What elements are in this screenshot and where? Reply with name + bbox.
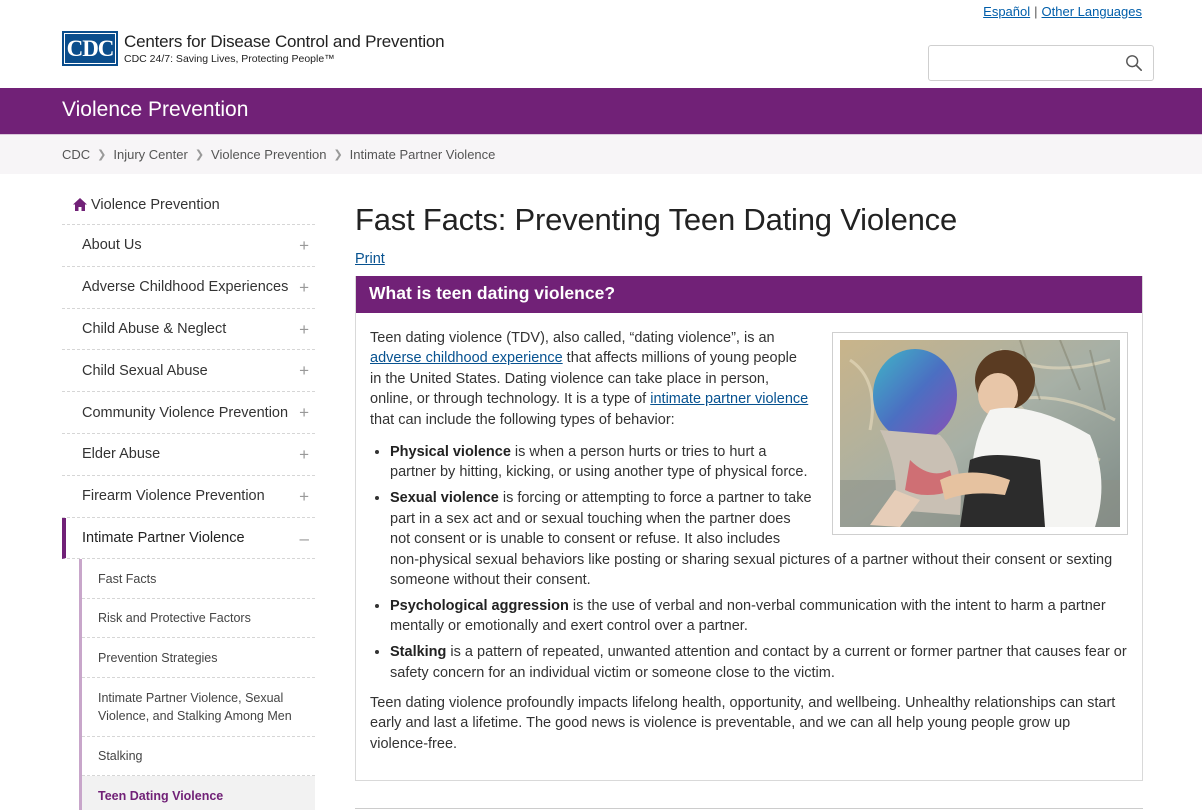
other-languages-link[interactable]: Other Languages bbox=[1041, 4, 1142, 19]
sidebar-item-child-abuse-neglect[interactable] bbox=[62, 309, 315, 351]
cdc-logo[interactable] bbox=[62, 31, 444, 66]
sidebar-subitem-fast-facts[interactable]: Fast Facts bbox=[82, 559, 315, 599]
intro-text-1: Teen dating violence (TDV), also called, “dating violence”, is an bbox=[370, 330, 775, 346]
search-box bbox=[928, 45, 1154, 81]
info-card bbox=[355, 276, 1143, 781]
intro-text-2: that affects millions of young people in the United States. Dating violence can take place in person, online, or through technology. It is a type of bbox=[370, 350, 797, 408]
sidebar-item-elder-abuse[interactable] bbox=[62, 434, 315, 476]
breadcrumb bbox=[0, 134, 1202, 174]
adverse-childhood-experience-link[interactable]: adverse childhood experience bbox=[370, 350, 563, 367]
sidebar-nav bbox=[62, 185, 315, 810]
list-item-term: Physical violence bbox=[390, 444, 511, 461]
card-body bbox=[356, 313, 1142, 780]
section-divider bbox=[355, 808, 1143, 809]
sidebar-item-label: Elder Abuse bbox=[82, 446, 161, 463]
plus-icon[interactable]: + bbox=[299, 361, 309, 381]
teen-couple-image bbox=[840, 340, 1120, 527]
plus-icon[interactable]: + bbox=[299, 486, 309, 506]
search-input[interactable] bbox=[929, 46, 1109, 80]
main-content bbox=[355, 198, 1143, 781]
sidebar-subitem-teen-dating-violence[interactable]: Teen Dating Violence bbox=[82, 776, 315, 810]
sidebar-item-label: Firearm Violence Prevention bbox=[82, 488, 265, 505]
espanol-link[interactable]: Español bbox=[983, 4, 1031, 19]
plus-icon[interactable]: + bbox=[299, 277, 309, 297]
sidebar-item-child-sexual-abuse[interactable] bbox=[62, 350, 315, 392]
list-item-text: is the use of verbal and non-verbal communication with the intent to harm a partner mentally or emotionally and exert control over a partner. bbox=[390, 597, 1106, 635]
breadcrumb-violence-prevention[interactable]: Violence Prevention bbox=[211, 147, 327, 162]
sidebar-item-label: Adverse Childhood Experiences bbox=[82, 279, 289, 296]
page-title: Fast Facts: Preventing Teen Dating Violence bbox=[355, 202, 957, 237]
breadcrumb-trail bbox=[62, 147, 495, 162]
list-item bbox=[390, 642, 1128, 683]
list-item bbox=[390, 596, 1128, 637]
language-separator: | bbox=[1034, 4, 1038, 19]
sidebar-subitem-ipv-among-men[interactable]: Intimate Partner Violence, Sexual Violence, and Stalking Among Men bbox=[82, 678, 315, 737]
list-item-term: Stalking bbox=[390, 644, 447, 661]
language-links bbox=[983, 4, 1142, 19]
sidebar-item-label: Child Abuse & Neglect bbox=[82, 320, 227, 337]
chevron-right-icon: ❯ bbox=[333, 149, 343, 161]
sidebar-item-community-violence-prevention[interactable] bbox=[62, 392, 315, 434]
sidebar-subitem-risk-protective-factors[interactable]: Risk and Protective Factors bbox=[82, 599, 315, 639]
sidebar-item-label: Intimate Partner Violence bbox=[82, 529, 245, 546]
breadcrumb-injury-center[interactable]: Injury Center bbox=[113, 147, 188, 162]
plus-icon[interactable]: + bbox=[299, 444, 309, 464]
home-icon bbox=[72, 197, 88, 212]
chevron-right-icon: ❯ bbox=[194, 149, 205, 161]
site-title[interactable]: Violence Prevention bbox=[62, 98, 249, 121]
sidebar-item-adverse-childhood-experiences[interactable] bbox=[62, 267, 315, 309]
sidebar-submenu bbox=[79, 559, 315, 810]
breadcrumb-cdc[interactable]: CDC bbox=[62, 147, 91, 162]
search-icon[interactable] bbox=[1125, 54, 1143, 72]
teen-couple-photo bbox=[832, 332, 1128, 535]
sidebar-item-label: Child Sexual Abuse bbox=[82, 362, 208, 379]
sidebar-subitem-stalking[interactable]: Stalking bbox=[82, 737, 315, 777]
list-item-text: is forcing or attempting to force a partner to take part in a sex act and or sexual touching when the partner does not consent or is unable to consent or refuse. It also includes non-physical sexual behaviors like posting or sharing sexual pictures of a partner without their consent or sexting someone without their consent. bbox=[390, 490, 1113, 588]
sidebar-subitem-prevention-strategies[interactable]: Prevention Strategies bbox=[82, 638, 315, 678]
agency-tagline: CDC 24/7: Saving Lives, Protecting People™ bbox=[124, 53, 335, 65]
sidebar-item-intimate-partner-violence[interactable] bbox=[62, 518, 315, 560]
plus-icon[interactable]: + bbox=[299, 403, 309, 423]
sidebar-item-firearm-violence-prevention[interactable] bbox=[62, 476, 315, 518]
list-item-text: is a pattern of repeated, unwanted attention and contact by a current or former partner that causes fear or safety concern for an individual victim or someone close to the victim. bbox=[390, 644, 1127, 681]
list-item-term: Psychological aggression bbox=[390, 597, 569, 614]
plus-icon[interactable]: + bbox=[299, 319, 309, 339]
intro-text-3: that can include the following types of behavior: bbox=[370, 411, 675, 428]
breadcrumb-intimate-partner-violence[interactable]: Intimate Partner Violence bbox=[349, 147, 496, 162]
chevron-right-icon: ❯ bbox=[97, 149, 107, 161]
site-header bbox=[0, 0, 1202, 88]
intimate-partner-violence-link[interactable]: intimate partner violence bbox=[650, 391, 809, 408]
list-item-text: is when a person hurts or tries to hurt a partner by hitting, kicking, or using another type of physical force. bbox=[390, 444, 808, 481]
list-item-term: Sexual violence bbox=[390, 490, 499, 507]
agency-name: Centers for Disease Control and Prevention bbox=[124, 32, 445, 51]
closing-paragraph: Teen dating violence profoundly impacts lifelong health, opportunity, and wellbeing. Unhealthy relationships can start early and last a lifetime. The good news is violence is preventable, and we can all help young people grow up violence-free. bbox=[370, 695, 1116, 752]
minus-icon[interactable]: – bbox=[299, 528, 309, 548]
plus-icon[interactable]: + bbox=[299, 236, 309, 255]
card-title: What is teen dating violence? bbox=[356, 276, 1142, 313]
sidebar-item-label: About Us bbox=[82, 237, 142, 254]
sidebar-home-link[interactable] bbox=[62, 185, 315, 225]
cdc-logo-text bbox=[124, 31, 444, 65]
sidebar-item-label: Community Violence Prevention bbox=[82, 404, 289, 421]
print-link[interactable]: Print bbox=[355, 251, 385, 267]
sidebar-item-about-us[interactable] bbox=[62, 225, 315, 267]
sidebar-home-label: Violence Prevention bbox=[91, 196, 220, 213]
site-title-bar bbox=[0, 88, 1202, 134]
cdc-logo-mark: CDC bbox=[62, 31, 118, 66]
